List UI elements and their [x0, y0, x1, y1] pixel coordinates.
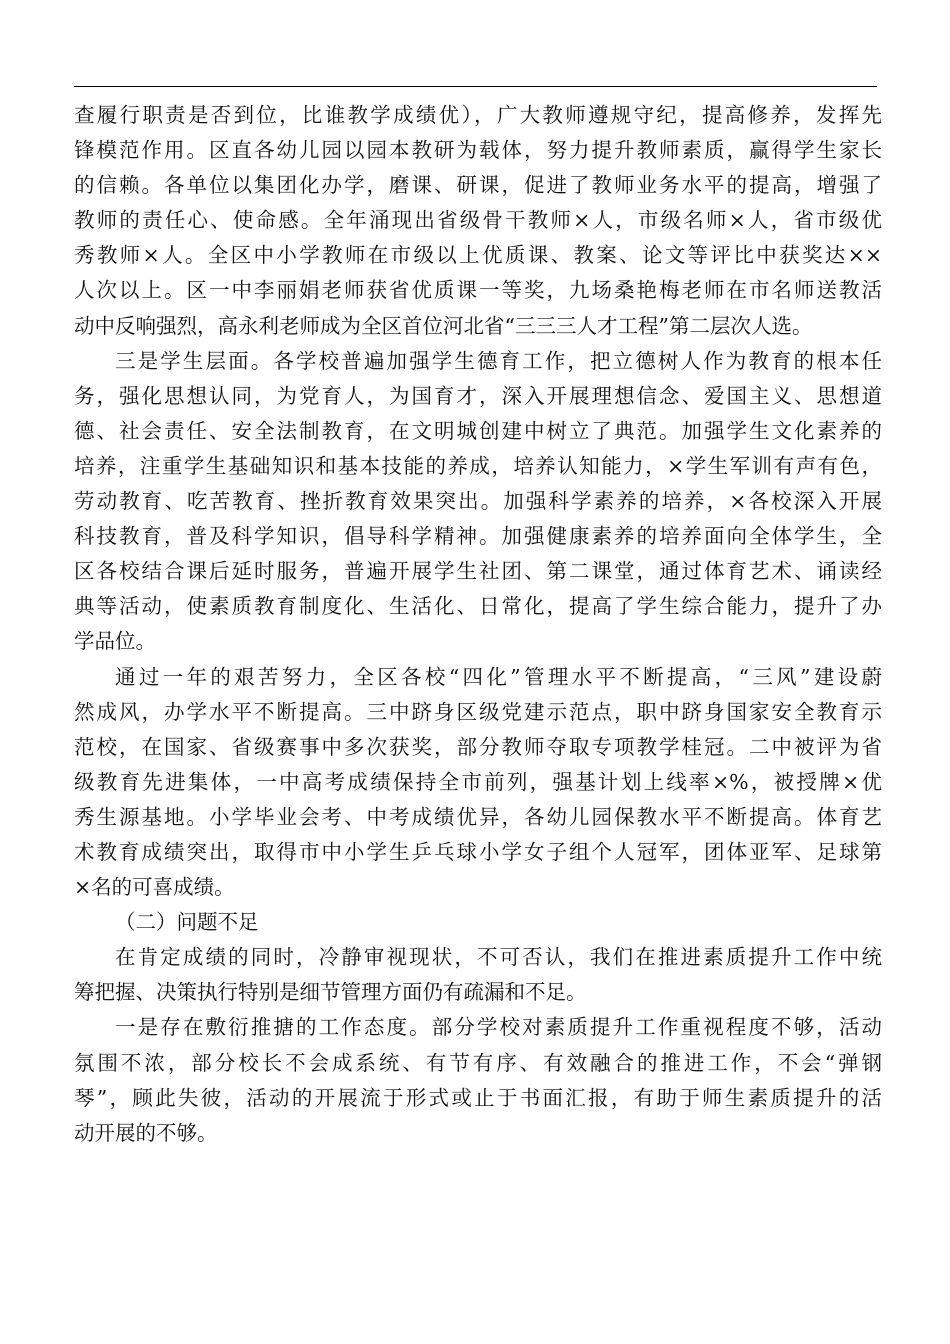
text-line: 德、社会责任、安全法制教育，在文明城创建中树立了典范。加强学生文化素养的 [74, 418, 882, 443]
text-line: 在肯定成绩的同时，冷静审视现状，不可否认，我们在推进素质提升工作中统 [115, 945, 882, 970]
text-line: 科技教育，普及科学知识，倡导科学精神。加强健康素养的培养面向全体学生，全 [74, 524, 882, 549]
text-line: （二）问题不足 [115, 910, 259, 935]
text-line: 培养，注重学生基础知识和基本技能的养成，培养认知能力，×学生军训有声有色， [74, 453, 882, 478]
document-body [74, 98, 882, 1151]
text-line: 区各校结合课后延时服务，普遍开展学生社团、第二课堂，通过体育艺术、诵读经 [74, 559, 882, 584]
text-line: 教师的责任心、使命感。全年涌现出省级骨干教师×人，市级名师×人，省市级优 [74, 208, 882, 233]
text-line: 锋模范作用。区直各幼儿园以园本教研为载体，努力提升教师素质，赢得学生家长 [74, 138, 882, 163]
text-line: 查履行职责是否到位，比谁教学成绩优），广大教师遵规守纪，提高修养，发挥先 [74, 103, 882, 127]
text-line: 务，强化思想认同，为党育人，为国育才，深入开展理想信念、爱国主义、思想道 [74, 383, 882, 408]
text-line: 通过一年的艰苦努力，全区各校“四化”管理水平不断提高，“三风”建设蔚 [115, 664, 882, 689]
text-line: 典等活动，使素质教育制度化、生活化、日常化，提高了学生综合能力，提升了办 [74, 594, 882, 619]
text-line: 氛围不浓，部分校长不会成系统、有节有序、有效融合的推进工作，不会“弹钢 [74, 1050, 882, 1075]
text-line: 三是学生层面。各学校普遍加强学生德育工作，把立德树人作为教育的根本任 [115, 348, 882, 373]
paragraph-p4 [74, 905, 882, 940]
header-rule [74, 86, 877, 87]
text-line: 动开展的不够。 [74, 1120, 218, 1145]
text-line: 学品位。 [74, 629, 156, 654]
text-line: 动中反响强烈，高永利老师成为全区首位河北省“三三三人才工程”第二层次人选。 [74, 313, 813, 338]
text-line: 术教育成绩突出，取得市中小学生乒乓球小学女子组个人冠军，团体亚军、足球第 [74, 839, 882, 864]
text-line: 一是存在敷衍推搪的工作态度。部分学校对素质提升工作重视程度不够，活动 [115, 1015, 882, 1040]
text-line: 人次以上。区一中李丽娟老师获省优质课一等奖，九场桑艳梅老师在市名师送教活 [74, 278, 882, 303]
text-line: 筹把握、决策执行特别是细节管理方面仍有疏漏和不足。 [74, 980, 587, 1005]
text-line: 然成风，办学水平不断提高。三中跻身区级党建示范点，职中跻身国家安全教育示 [74, 699, 882, 724]
paragraph-p5 [74, 940, 882, 1010]
paragraph-p6 [74, 1010, 882, 1150]
text-line: 劳动教育、吃苦教育、挫折教育效果突出。加强科学素养的培养，×各校深入开展 [74, 489, 882, 514]
text-line: 琴”，顾此失彼，活动的开展流于形式或止于书面汇报，有助于师生素质提升的活 [74, 1085, 882, 1110]
text-line: 的信赖。各单位以集团化办学，磨课、研课，促进了教师业务水平的提高，增强了 [74, 173, 882, 198]
paragraph-p2 [74, 344, 882, 660]
paragraph-p1 [74, 98, 882, 344]
text-line: 秀生源基地。小学毕业会考、中考成绩优异，各幼儿园保教水平不断提高。体育艺 [74, 804, 882, 829]
paragraph-p3 [74, 660, 882, 906]
text-line: 级教育先进集体，一中高考成绩保持全市前列，强基计划上线率×%，被授牌×优 [74, 769, 882, 794]
text-line: ×名的可喜成绩。 [74, 875, 235, 900]
text-line: 秀教师×人。全区中小学教师在市级以上优质课、教案、论文等评比中获奖达×× [74, 243, 882, 268]
text-line: 范校，在国家、省级赛事中多次获奖，部分教师夺取专项教学桂冠。二中被评为省 [74, 734, 882, 759]
